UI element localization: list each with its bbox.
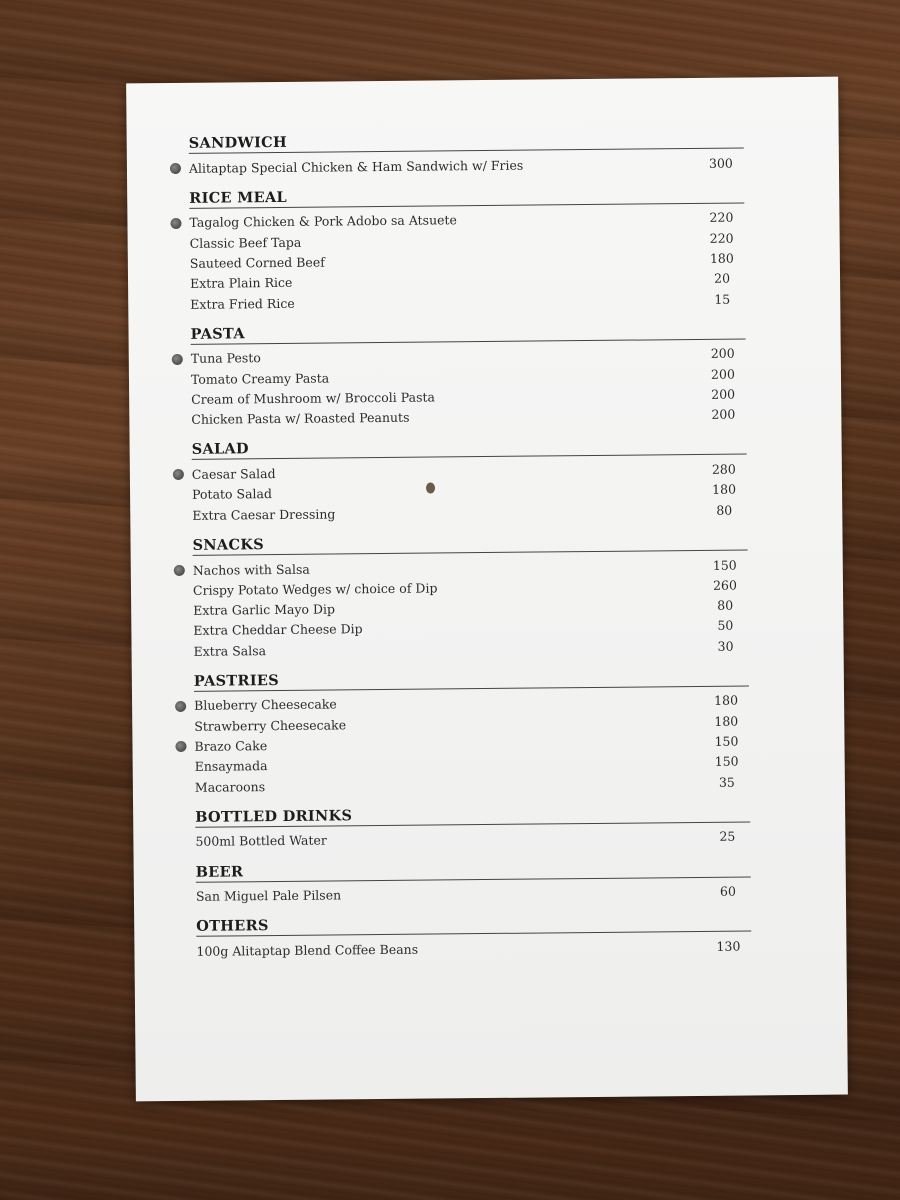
item-price: 180: [712, 482, 737, 498]
item-price: 20: [714, 270, 731, 287]
item-price: 50: [717, 618, 734, 634]
menu-section-rice-meal: [189, 184, 750, 314]
menu-paper: [126, 77, 848, 1102]
item-price: 180: [714, 693, 739, 709]
item-name: Extra Caesar Dressing: [192, 506, 336, 523]
item-name: Classic Beef Tapa: [189, 234, 302, 251]
item-name: 100g Alitaptap Blend Coffee Beans: [196, 941, 419, 959]
item-price: 150: [714, 733, 739, 749]
item-name: Blueberry Cheesecake: [194, 696, 337, 714]
menu-section-snacks: [192, 531, 753, 661]
item-price: 200: [710, 346, 735, 362]
item-name: Brazo Cake: [194, 738, 268, 754]
item-name: Extra Fried Rice: [190, 295, 295, 312]
menu-section-salad: [192, 436, 753, 525]
item-name: Ensaymada: [194, 758, 268, 775]
item-price: 15: [714, 291, 731, 307]
menu-item: [191, 404, 751, 430]
item-name: Potato Salad: [192, 486, 273, 503]
item-price: 200: [710, 366, 735, 382]
item-price: 260: [712, 577, 737, 593]
menu-item: [190, 288, 750, 314]
menu-item: [189, 152, 749, 178]
menu-item: [196, 936, 756, 962]
section-title: SANDWICH: [189, 130, 744, 154]
section-title: SALAD: [192, 436, 747, 460]
item-name: Extra Cheddar Cheese Dip: [193, 621, 363, 639]
section-title: SNACKS: [192, 531, 747, 555]
item-price: 200: [711, 386, 736, 402]
bullet-dot-icon: [170, 218, 181, 229]
item-price: 30: [717, 638, 734, 654]
bullet-dot-icon: [175, 741, 186, 752]
menu-item: [192, 500, 752, 526]
item-name: Extra Salsa: [193, 642, 267, 659]
bullet-dot-icon: [174, 565, 185, 576]
section-title: OTHERS: [196, 913, 751, 937]
menu-section-beer: [196, 858, 756, 907]
menu-section-sandwich: [189, 129, 749, 178]
item-name: San Miguel Pale Pilsen: [195, 887, 342, 905]
section-title: PASTRIES: [194, 667, 749, 691]
item-price: 80: [717, 597, 734, 613]
menu-item: [193, 635, 753, 661]
item-price: 180: [714, 713, 739, 729]
section-title: BEER: [196, 858, 751, 882]
item-name: Tuna Pesto: [190, 350, 261, 367]
item-name: Extra Plain Rice: [189, 275, 293, 292]
item-name: Caesar Salad: [191, 466, 276, 482]
menu-item: [196, 881, 756, 907]
item-price: 35: [718, 774, 735, 790]
item-price: 130: [716, 938, 741, 954]
item-price: 220: [709, 230, 734, 246]
item-name: Chicken Pasta w/ Roasted Peanuts: [191, 410, 410, 428]
item-name: Tomato Creamy Pasta: [190, 370, 330, 387]
menu-section-bottled-drinks: [195, 803, 755, 852]
item-price: 60: [719, 883, 736, 900]
item-price: 150: [714, 753, 739, 770]
item-price: 220: [709, 210, 734, 226]
item-name: 500ml Bottled Water: [195, 833, 327, 850]
item-name: Crispy Potato Wedges w/ choice of Dip: [192, 580, 438, 598]
bullet-dot-icon: [175, 701, 186, 712]
item-price: 300: [708, 155, 733, 171]
menu-section-pastries: [194, 667, 755, 797]
item-name: Strawberry Cheesecake: [194, 717, 347, 734]
item-price: 80: [716, 502, 733, 518]
item-name: Sauteed Corned Beef: [189, 254, 325, 271]
section-title: RICE MEAL: [189, 184, 744, 208]
item-price: 280: [711, 461, 736, 477]
item-name: Cream of Mushroom w/ Broccoli Pasta: [191, 389, 436, 407]
item-name: Extra Garlic Mayo Dip: [193, 601, 336, 618]
item-price: 25: [719, 829, 736, 845]
menu-section-others: [196, 913, 756, 962]
item-name: Tagalog Chicken & Pork Adobo sa Atsuete: [189, 212, 457, 231]
bullet-dot-icon: [172, 354, 183, 365]
menu-item: [195, 826, 755, 852]
bullet-dot-icon: [173, 469, 184, 480]
menu-section-pasta: [190, 320, 751, 430]
menu-item: [195, 771, 755, 797]
item-name: Alitaptap Special Chicken & Ham Sandwich w/ Fries: [188, 157, 524, 176]
menu-content: [189, 129, 757, 973]
item-name: Nachos with Salsa: [192, 561, 310, 578]
item-price: 180: [709, 250, 734, 266]
section-title: PASTA: [190, 320, 745, 344]
section-title: BOTTLED DRINKS: [195, 803, 750, 827]
item-price: 150: [712, 557, 737, 573]
item-price: 200: [711, 406, 736, 423]
bullet-dot-icon: [170, 163, 181, 174]
item-name: Macaroons: [194, 778, 266, 795]
